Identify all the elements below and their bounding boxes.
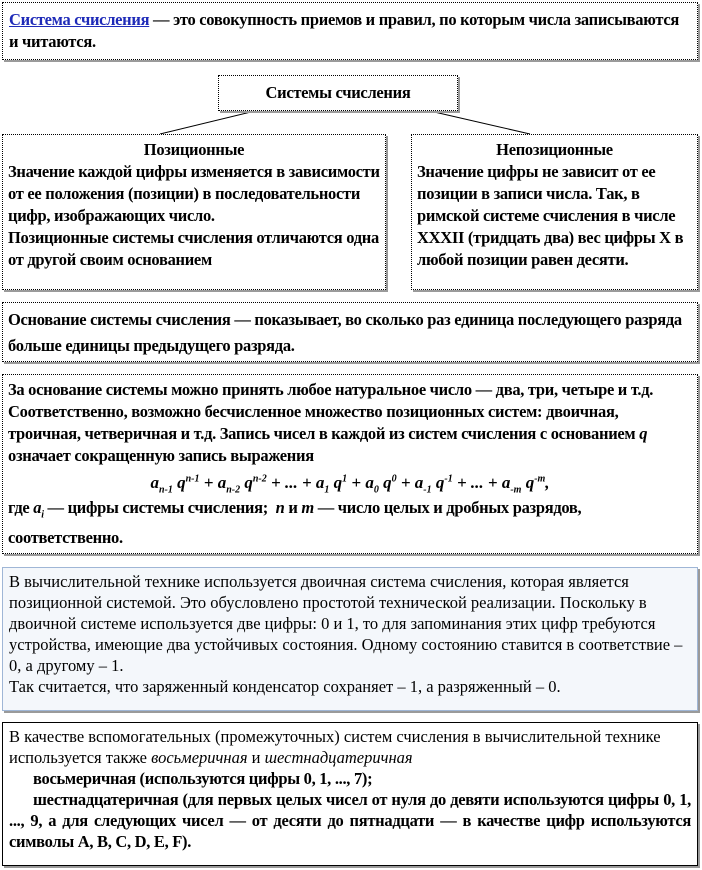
base-definition-box [2,302,698,362]
aux-systems-box [2,722,698,866]
connector-left [160,111,255,134]
binary-capacitor-paragraph: Так считается, что заряженный конденсатор сохраняет – 1, а разряженный – 0. [9,677,561,696]
positional-diff-text: Позиционные системы счисления отличаются одна от другой своим [8,228,379,269]
base-q: q [639,424,648,443]
positional-desc: Значение каждой цифры изменяется в зависимости от ее положения (позиции) в последовательности цифр, изображающих число. [8,162,380,225]
binary-box [2,567,698,711]
base-choice-part1: За основание системы можно принять любое натуральное число — два, три, четыре и т.д. Соответственно, возможно бесчисленное множество позиционных систем: [8,380,654,421]
base-choice-box [2,374,698,554]
aux-hex-line: шестнадцатеричная (для первых целых чисел от нуля до девяти используются цифры 0, 1, ..., 9, а для следующих чисел — от десяти до пятнадцати — в качестве цифр используются символы A, B, C, D, E, F). [9,790,691,851]
definition-box [2,2,698,60]
positional-title: Позиционные [143,140,245,159]
base-choice-systems: двоичная, троичная, четверичная и т.д [8,402,619,443]
positional-box [2,134,386,290]
definition-rest: — это совокупность приемов и правил, по которым числа записываются и читаются. [9,10,679,51]
expansion-formula: $a_{n-1}$ $q^{n-1} + a_{n-2}$ $q^{n-2}$ + ... + $a_1$ $q^1 + a_0$ $q^0 + a_{-1}$ $q^{-1}$ + ... + $a_{-m}$ $q^{-m}$, [150,473,550,496]
formula-explanation: где $a_i$ — цифры системы счисления; n и m — число целых и дробных разрядов, соответственно. [8,498,582,547]
connector-right [430,111,530,134]
base-choice-part2: . Запись чисел в каждой из систем счисления с основанием [212,424,640,443]
aux-octal-line: восьмеричная (используются цифры 0, 1, ..., 7); [33,769,373,788]
nonpositional-desc: Значение цифры не зависит от ее позиции в записи числа. Так, в римской системе счисления в числе XXXII (тридцать два) вес цифры X в любой позиции равен десяти. [417,162,684,269]
definition-term-link[interactable]: Система счисления [9,10,150,29]
systems-title: Системы счисления [265,83,411,102]
systems-title-box [218,75,458,111]
base-definition-text [8,307,692,359]
positional-diff [8,227,380,271]
positional-base-word: основанием [127,250,212,269]
base-choice-part3: означает сокращенную запись выражения [8,446,314,465]
base-choice-text [8,379,692,467]
aux-intro: В качестве вспомогательных (промежуточных) систем счисления в вычислительной технике используется также восьмеричная и шестнадцатеричная [9,727,661,767]
binary-paragraph: В вычислительной технике используется двоичная система счисления, которая является позиционной системой. Это обусловлено простотой технической реализации. Поскольку в двоичной системе используется две цифры: 0 и 1, то для запоминания этих цифр требуются устройства, имеющие два устойчивых состояния. Одному состоянию ставится в соответствие – 0, а другому – 1. [9,572,683,675]
nonpositional-box [411,134,698,290]
nonpositional-title: Непозиционные [496,140,613,159]
ai-symbol: $a_i$ [33,498,44,521]
base-rest: системы счисления — показывает, во сколько раз единица последующего разряда больше единицы предыдущего разряда. [8,310,682,355]
base-term: Основание [8,310,87,329]
definition-text [9,9,691,53]
